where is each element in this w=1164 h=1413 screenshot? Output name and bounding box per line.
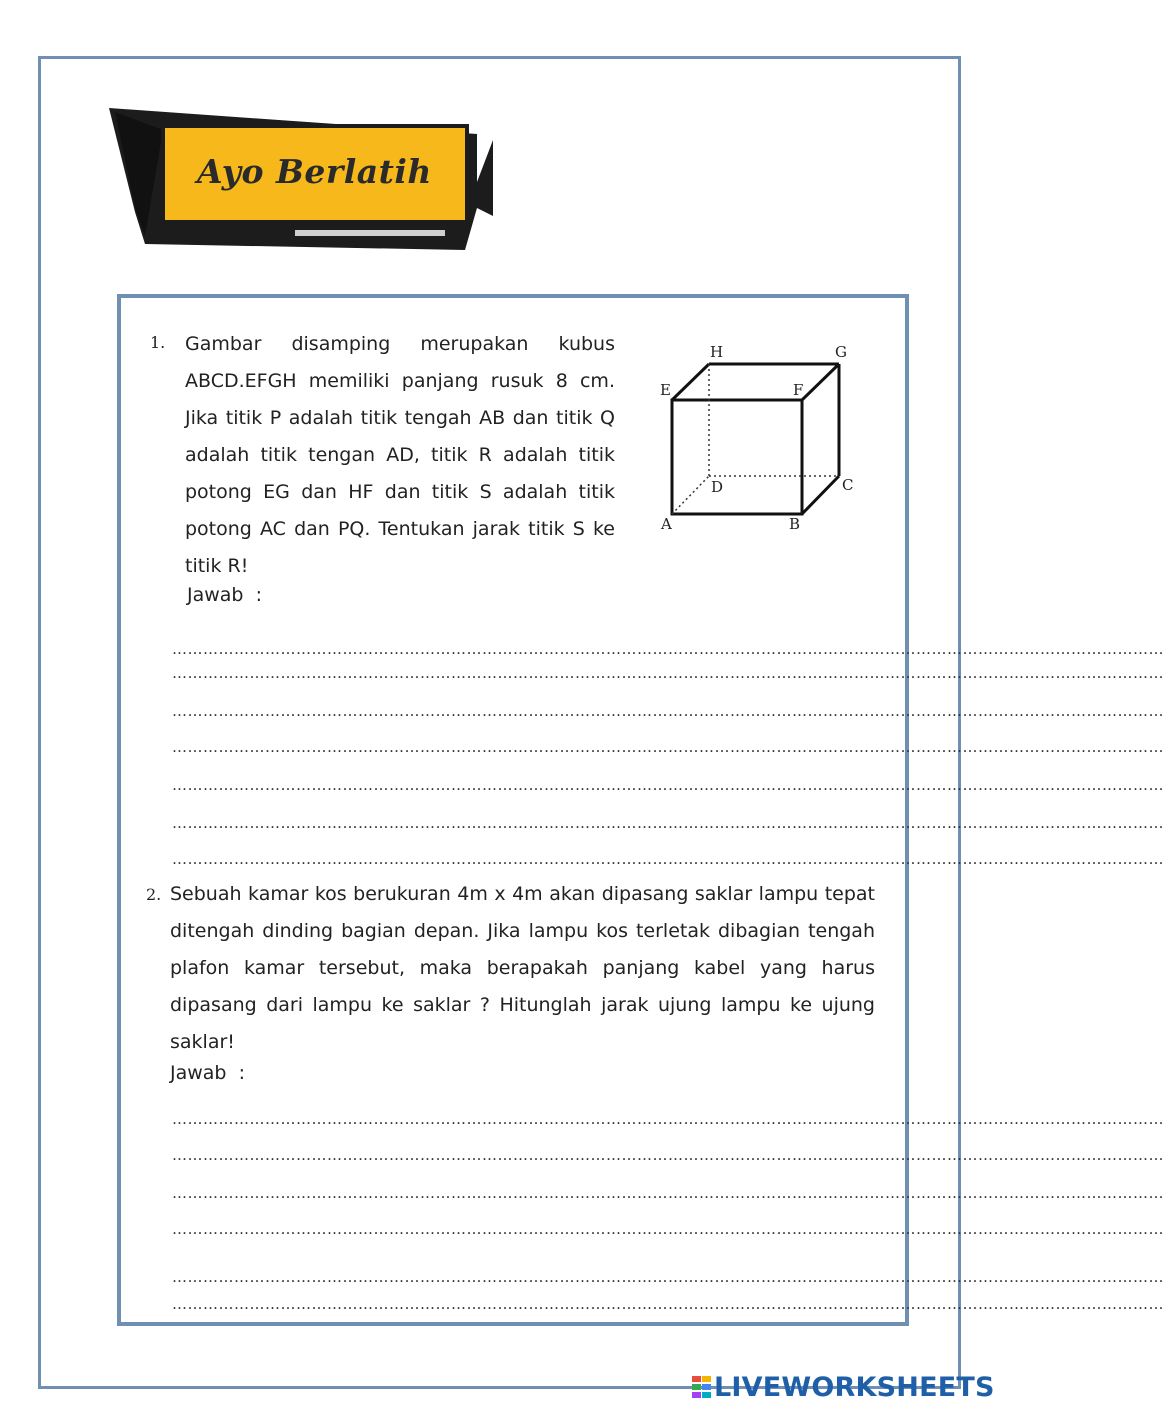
cube-label-c: C	[842, 476, 854, 494]
answer-line[interactable]: …………………………………………………………………………………………………………………………………………………………………………	[172, 640, 1164, 658]
logo-text: LIVEWORKSHEETS	[714, 1371, 995, 1403]
cube-label-e: E	[660, 381, 671, 399]
answer-line[interactable]: …………………………………………………………………………………………………………………………………………………………………………	[172, 738, 1164, 756]
answer-line[interactable]: …………………………………………………………………………………………………………………………………………………………………………	[172, 1295, 1164, 1313]
answer-line[interactable]: …………………………………………………………………………………………………………………………………………………………………………	[172, 1110, 1164, 1128]
answer-line[interactable]: …………………………………………………………………………………………………………………………………………………………………………	[172, 1184, 1164, 1202]
liveworksheets-logo[interactable]	[692, 1372, 995, 1402]
answer-line[interactable]: …………………………………………………………………………………………………………………………………………………………………………	[172, 776, 1164, 794]
question-number: 1.	[150, 333, 166, 352]
cube-diagram	[655, 338, 865, 538]
answer-line[interactable]: …………………………………………………………………………………………………………………………………………………………………………	[172, 664, 1164, 682]
cube-label-d: D	[711, 478, 724, 496]
answer-line[interactable]: …………………………………………………………………………………………………………………………………………………………………………	[172, 702, 1164, 720]
answer-label: Jawab :	[187, 584, 262, 606]
question-number: 2.	[146, 885, 162, 904]
answer-label: Jawab :	[170, 1062, 245, 1084]
logo-blocks-icon	[692, 1376, 712, 1398]
cube-label-b: B	[789, 515, 801, 533]
answer-line[interactable]: …………………………………………………………………………………………………………………………………………………………………………	[172, 1220, 1164, 1238]
cube-label-g: G	[835, 343, 847, 361]
question-text: Sebuah kamar kos berukuran 4m x 4m akan dipasang saklar lampu tepat ditengah dinding bagian depan. Jika lampu kos terletak dibagian tengah plafon kamar tersebut, maka berapakah panjang kabel yang harus dipasang dari lampu ke saklar ? Hitunglah jarak ujung lampu ke ujung saklar!	[170, 883, 875, 1053]
cube-label-a: A	[661, 515, 672, 533]
cube-label-f: F	[793, 381, 804, 399]
answer-line[interactable]: …………………………………………………………………………………………………………………………………………………………………………	[172, 814, 1164, 832]
answer-line[interactable]: …………………………………………………………………………………………………………………………………………………………………………	[172, 1268, 1164, 1286]
answer-line[interactable]: …………………………………………………………………………………………………………………………………………………………………………	[172, 850, 1164, 868]
banner-title: Ayo Berlatih	[197, 152, 432, 191]
cube-label-h: H	[710, 343, 724, 361]
answer-line[interactable]: …………………………………………………………………………………………………………………………………………………………………………	[172, 1146, 1164, 1164]
question-text: Gambar disamping merupakan kubus ABCD.EFGH memiliki panjang rusuk 8 cm. Jika titik P adalah titik tengah AB dan titik Q adalah titik tengan AD, titik R adalah titik potong EG dan HF dan titik S adalah titik potong AC dan PQ. Tentukan jarak titik S ke titik R!	[185, 333, 615, 577]
